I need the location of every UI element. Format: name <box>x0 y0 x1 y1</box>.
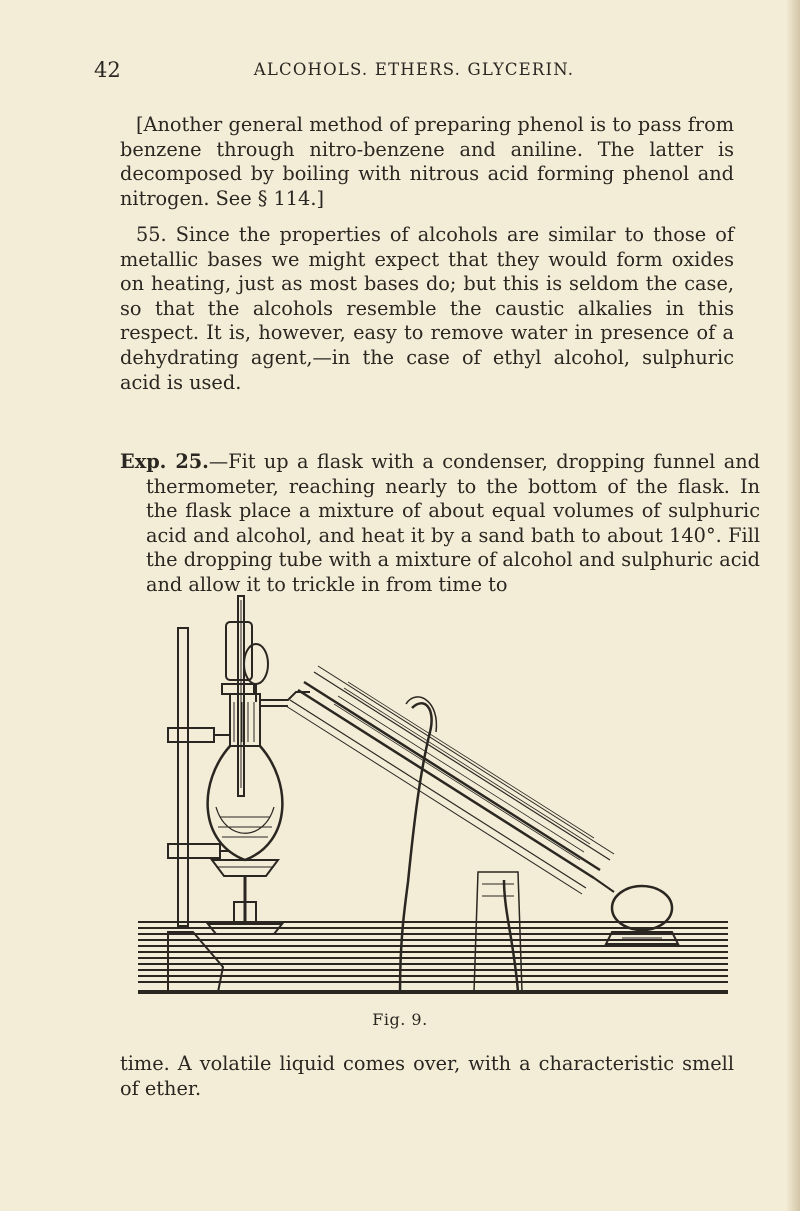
apparatus-figure <box>138 592 738 1018</box>
continuation-paragraph: time. A volatile liquid comes over, with a characteristic smell of ether. <box>120 1052 734 1100</box>
experiment-25-paragraph <box>120 450 760 598</box>
bench-block <box>474 872 522 992</box>
bracket-note-paragraph: [Another general method of preparing phenol is to pass from benzene through nitro-benzene and aniline. The latter is decomposed by boiling with nitrous acid forming phenol and nitrogen. See § 114.] <box>120 113 734 210</box>
page-number: 42 <box>94 58 121 82</box>
experiment-text: —Fit up a flask with a condenser, dropping funnel and thermometer, reaching nearly to the bottom of the flask. In the flask place a mixture of about equal volumes of sulphuric acid and alcohol, and heat it by a sand bath to about 140°. Fill the dropping tube with a mixture of alcohol and sulphuric acid and allow it to trickle in from time to <box>146 450 760 596</box>
page-edge-shadow <box>786 0 800 1211</box>
running-head <box>94 58 734 86</box>
thermometer <box>238 596 244 796</box>
condenser <box>286 666 614 894</box>
water-tubes <box>400 697 518 992</box>
experiment-label: Exp. 25. <box>120 450 209 473</box>
figure-caption: Fig. 9. <box>372 1010 428 1029</box>
retort-stand <box>168 628 230 992</box>
running-title: ALCOHOLS. ETHERS. GLYCERIN. <box>253 60 575 79</box>
section-55-paragraph: 55. Since the properties of alcohols are similar to those of metallic bases we might expect that they would form oxides on heating, just as most bases do; but this is seldom the case, so that the alcohols resemble the caustic alkalies in this respect. It is, however, easy to remove water in presence of a dehydrating agent,—in the case of ethyl alcohol, sulphuric acid is used. <box>120 223 734 394</box>
